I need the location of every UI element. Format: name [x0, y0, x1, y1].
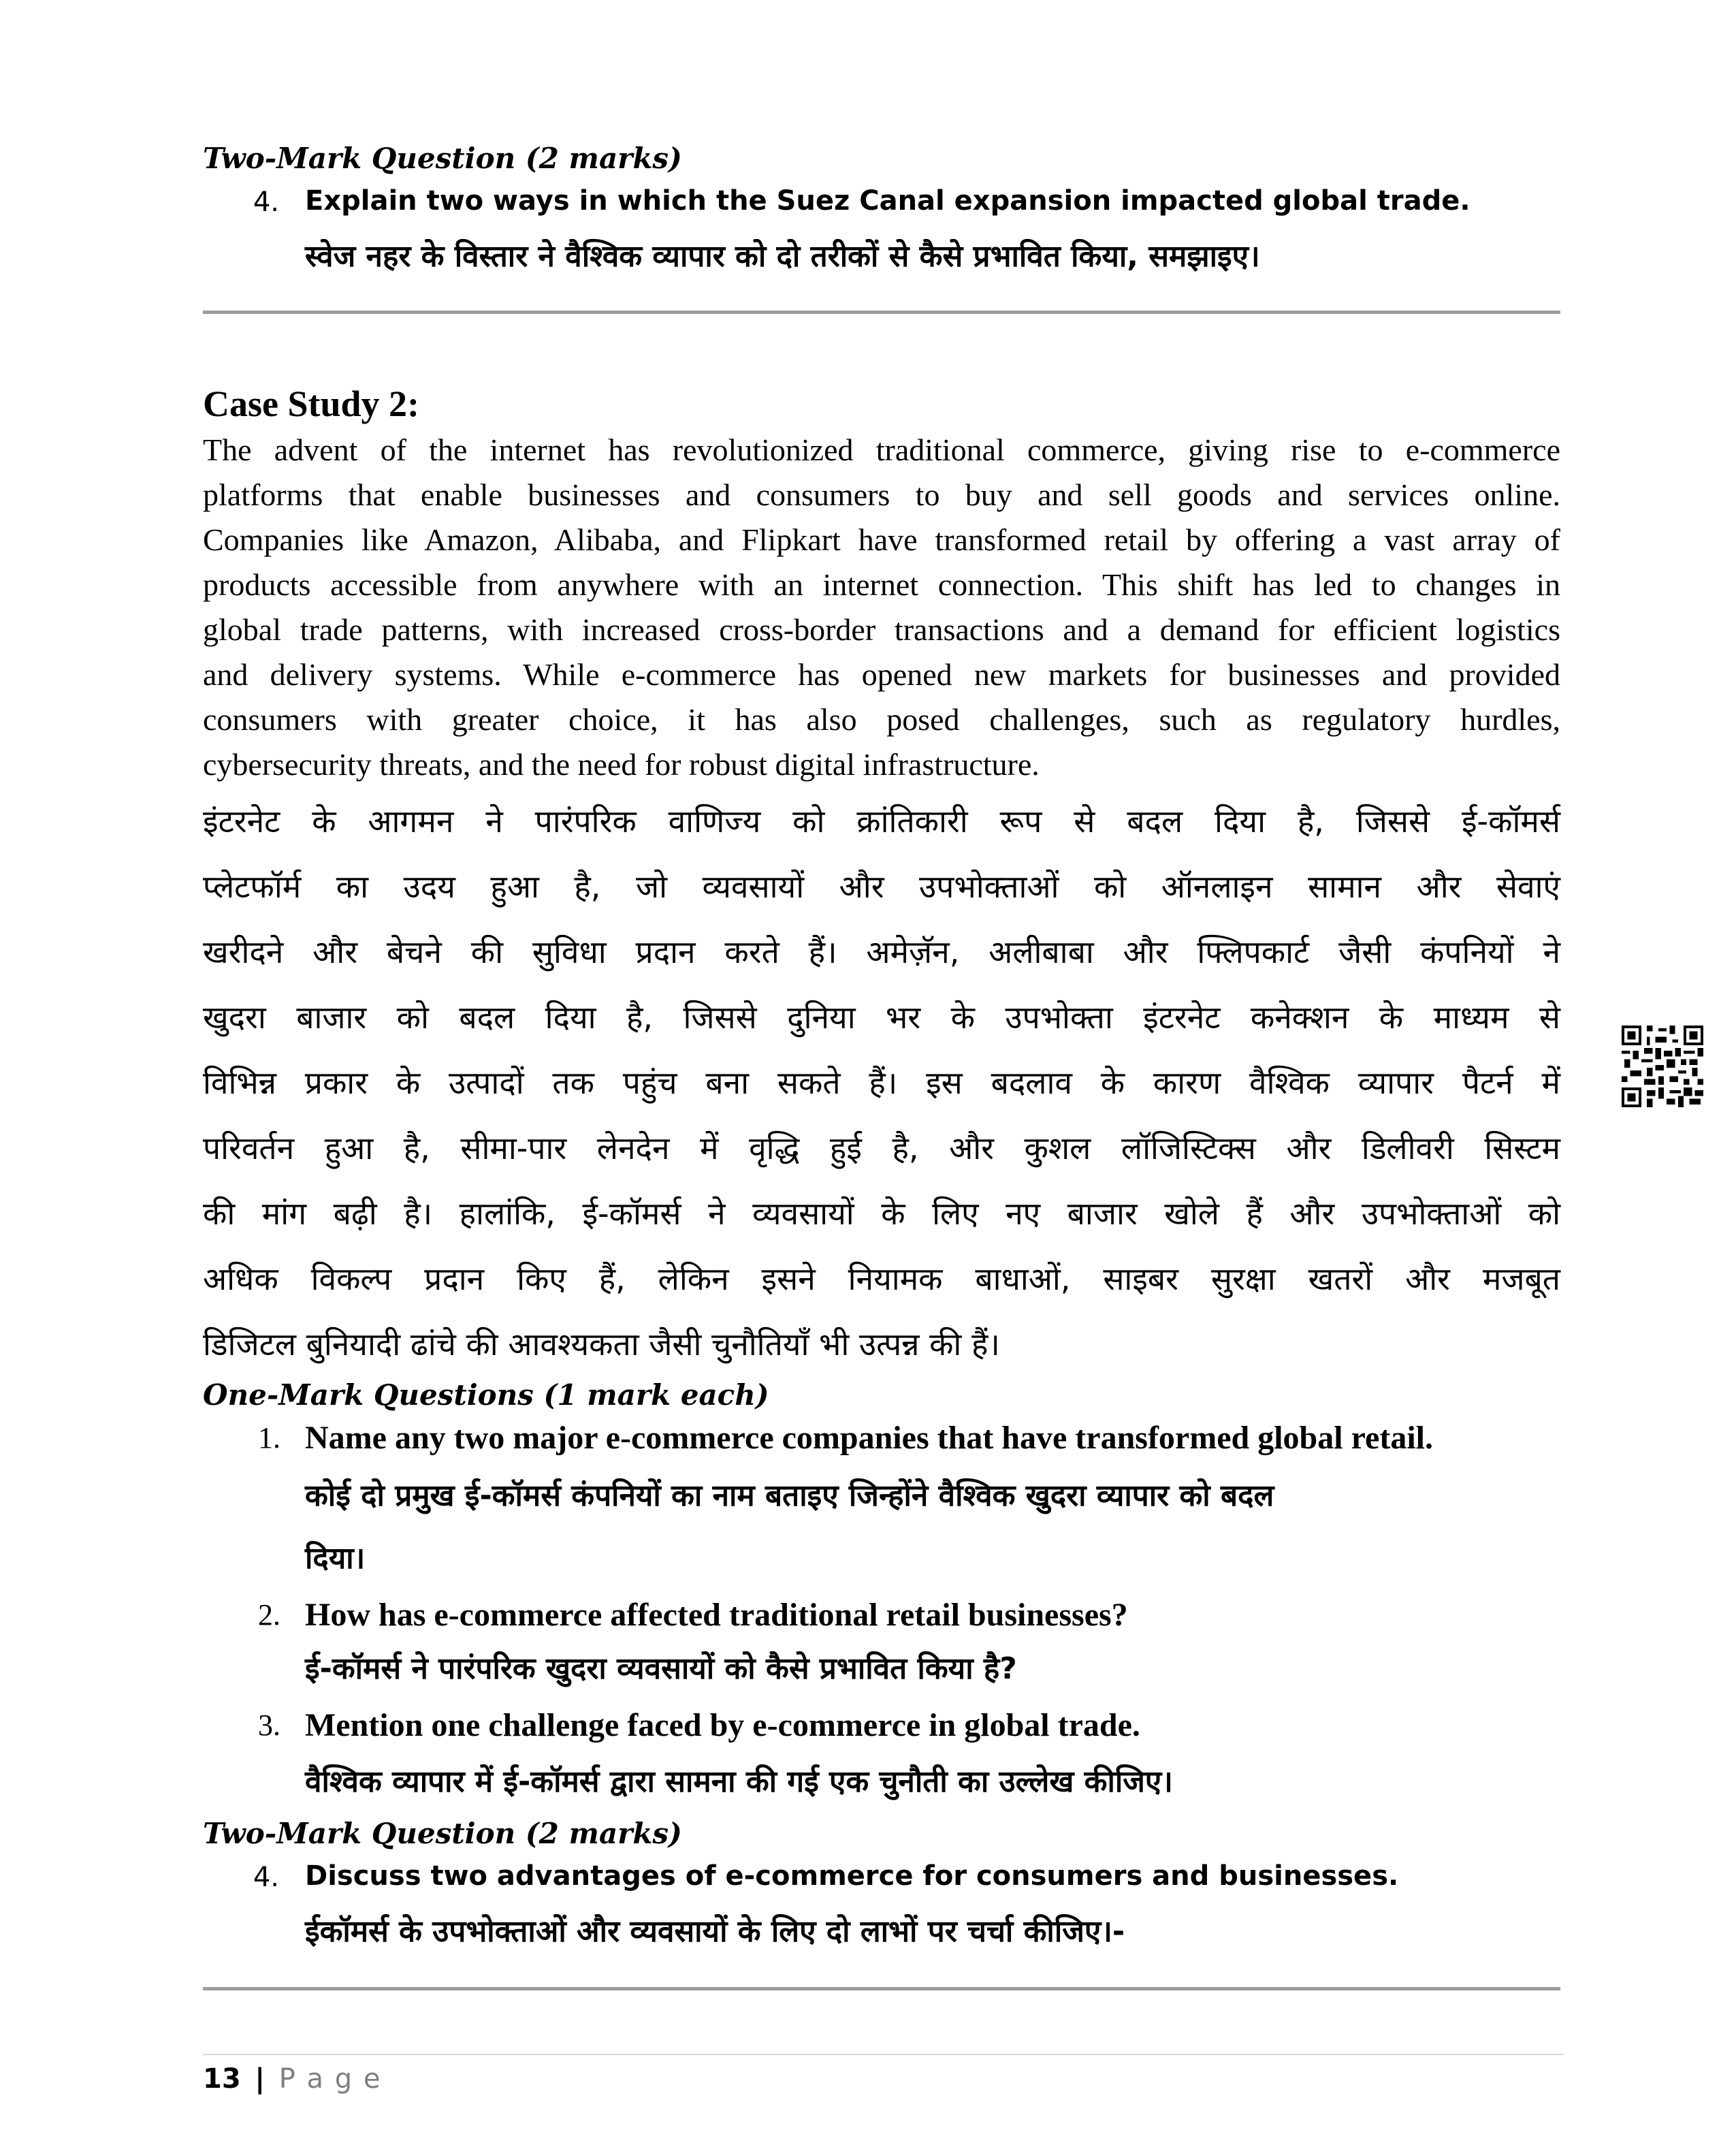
paragraph-line: अधिक विकल्प प्रदान किए हैं, लेकिन इसने नियामक बाधाओं, साइबर सुरक्षा खतरों और मजबूत — [203, 1260, 1560, 1297]
question-number: 3. — [258, 1709, 280, 1742]
footer-separator: | — [255, 2063, 265, 2095]
question-number: 1. — [258, 1421, 280, 1455]
qr-code-icon — [1622, 1026, 1703, 1107]
case-study-paragraph-hindi — [203, 789, 1560, 1377]
section-divider — [203, 1987, 1560, 1990]
footer-rule — [203, 2054, 1564, 2055]
paragraph-line: की मांग बढ़ी है। हालांकि, ई-कॉमर्स ने व्यवसायों के लिए नए बाजार खोले हैं और उपभोक्ताओं को — [203, 1195, 1560, 1232]
paragraph-line: cybersecurity threats, and the need for robust digital infrastructure. — [203, 747, 1040, 782]
case-study-paragraph-english — [203, 428, 1560, 787]
paragraph-line: प्लेटफॉर्म का उदय हुआ है, जो व्यवसायों और उपभोक्ताओं को ऑनलाइन सामान और सेवाएं — [203, 868, 1560, 905]
paragraph-line: परिवर्तन हुआ है, सीमा-पार लेनदेन में वृद्धि हुई है, और कुशल लॉजिस्टिक्स और डिलीवरी सिस्टम — [203, 1130, 1560, 1166]
two-mark-label-top: Two-Mark Question (2 marks) — [203, 142, 682, 175]
page-label: P a g e — [278, 2063, 382, 2095]
question-hindi: ईकॉमर्स के उपभोक्ताओं और व्यवसायों के लिए दो लाभों पर चर्चा कीजिए।- — [305, 1914, 1125, 1949]
one-mark-label: One-Mark Questions (1 mark each) — [203, 1378, 769, 1412]
paragraph-line: खुदरा बाजार को बदल दिया है, जिससे दुनिया भर के उपभोक्ता इंटरनेट कनेक्शन के माध्यम से — [203, 999, 1560, 1036]
paragraph-line: platforms that enable businesses and consumers to buy and sell goods and services online. — [203, 477, 1560, 512]
question-english: Mention one challenge faced by e-commerce in global trade. — [305, 1707, 1140, 1743]
paragraph-line: खरीदने और बेचने की सुविधा प्रदान करते हैं। अमेज़ॅन, अलीबाबा और फ्लिपकार्ट जैसी कंपनियों ने — [203, 934, 1560, 970]
question-hindi: ई-कॉमर्स ने पारंपरिक खुदरा व्यवसायों को कैसे प्रभावित किया है? — [305, 1651, 1017, 1686]
paragraph-line: The advent of the internet has revolutionized traditional commerce, giving rise to e-commerce — [203, 432, 1560, 467]
paragraph-line: products accessible from anywhere with an internet connection. This shift has led to changes in — [203, 567, 1560, 602]
question-hindi: स्वेज नहर के विस्तार ने वैश्विक व्यापार को दो तरीकों से कैसे प्रभावित किया, समझाइए। — [305, 239, 1260, 274]
page-footer — [203, 2063, 382, 2095]
paragraph-line: consumers with greater choice, it has also posed challenges, such as regulatory hurdles, — [203, 702, 1560, 737]
paragraph-line: and delivery systems. While e-commerce has opened new markets for businesses and provided — [203, 657, 1560, 692]
paragraph-line: डिजिटल बुनियादी ढांचे की आवश्यकता जैसी चुनौतियाँ भी उत्पन्न की हैं। — [203, 1326, 1000, 1363]
two-mark-label: Two-Mark Question (2 marks) — [203, 1817, 682, 1850]
question-english: Name any two major e-commerce companies that have transformed global retail. — [305, 1420, 1433, 1456]
page-number: 13 — [203, 2063, 241, 2095]
question-hindi: कोई दो प्रमुख ई-कॉमर्स कंपनियों का नाम बताइए जिन्होंने वैश्विक खुदरा व्यापार को बदल — [305, 1478, 1274, 1513]
question-hindi: वैश्विक व्यापार में ई-कॉमर्स द्वारा सामना की गई एक चुनौती का उल्लेख कीजिए। — [305, 1764, 1173, 1799]
question-hindi-continued: दिया। — [305, 1541, 366, 1576]
question-english: Explain two ways in which the Suez Canal expansion impacted global trade. — [305, 185, 1470, 217]
paragraph-line: global trade patterns, with increased cross-border transactions and a demand for efficient logistics — [203, 612, 1560, 647]
question-english: How has e-commerce affected traditional retail businesses? — [305, 1597, 1128, 1633]
paragraph-line: इंटरनेट के आगमन ने पारंपरिक वाणिज्य को क्रांतिकारी रूप से बदल दिया है, जिससे ई-कॉमर्स — [203, 803, 1560, 840]
question-number: 4. — [253, 187, 279, 218]
case-study-title: Case Study 2: — [203, 383, 420, 424]
section-divider — [203, 311, 1560, 314]
question-number: 4. — [253, 1862, 279, 1893]
paragraph-line: Companies like Amazon, Alibaba, and Flipkart have transformed retail by offering a vast array of — [203, 522, 1560, 557]
question-number: 2. — [258, 1598, 280, 1632]
paragraph-line: विभिन्न प्रकार के उत्पादों तक पहुंच बना सकते हैं। इस बदलाव के कारण वैश्विक व्यापार पैटर्न में — [203, 1064, 1560, 1101]
question-english: Discuss two advantages of e-commerce for consumers and businesses. — [305, 1860, 1399, 1892]
